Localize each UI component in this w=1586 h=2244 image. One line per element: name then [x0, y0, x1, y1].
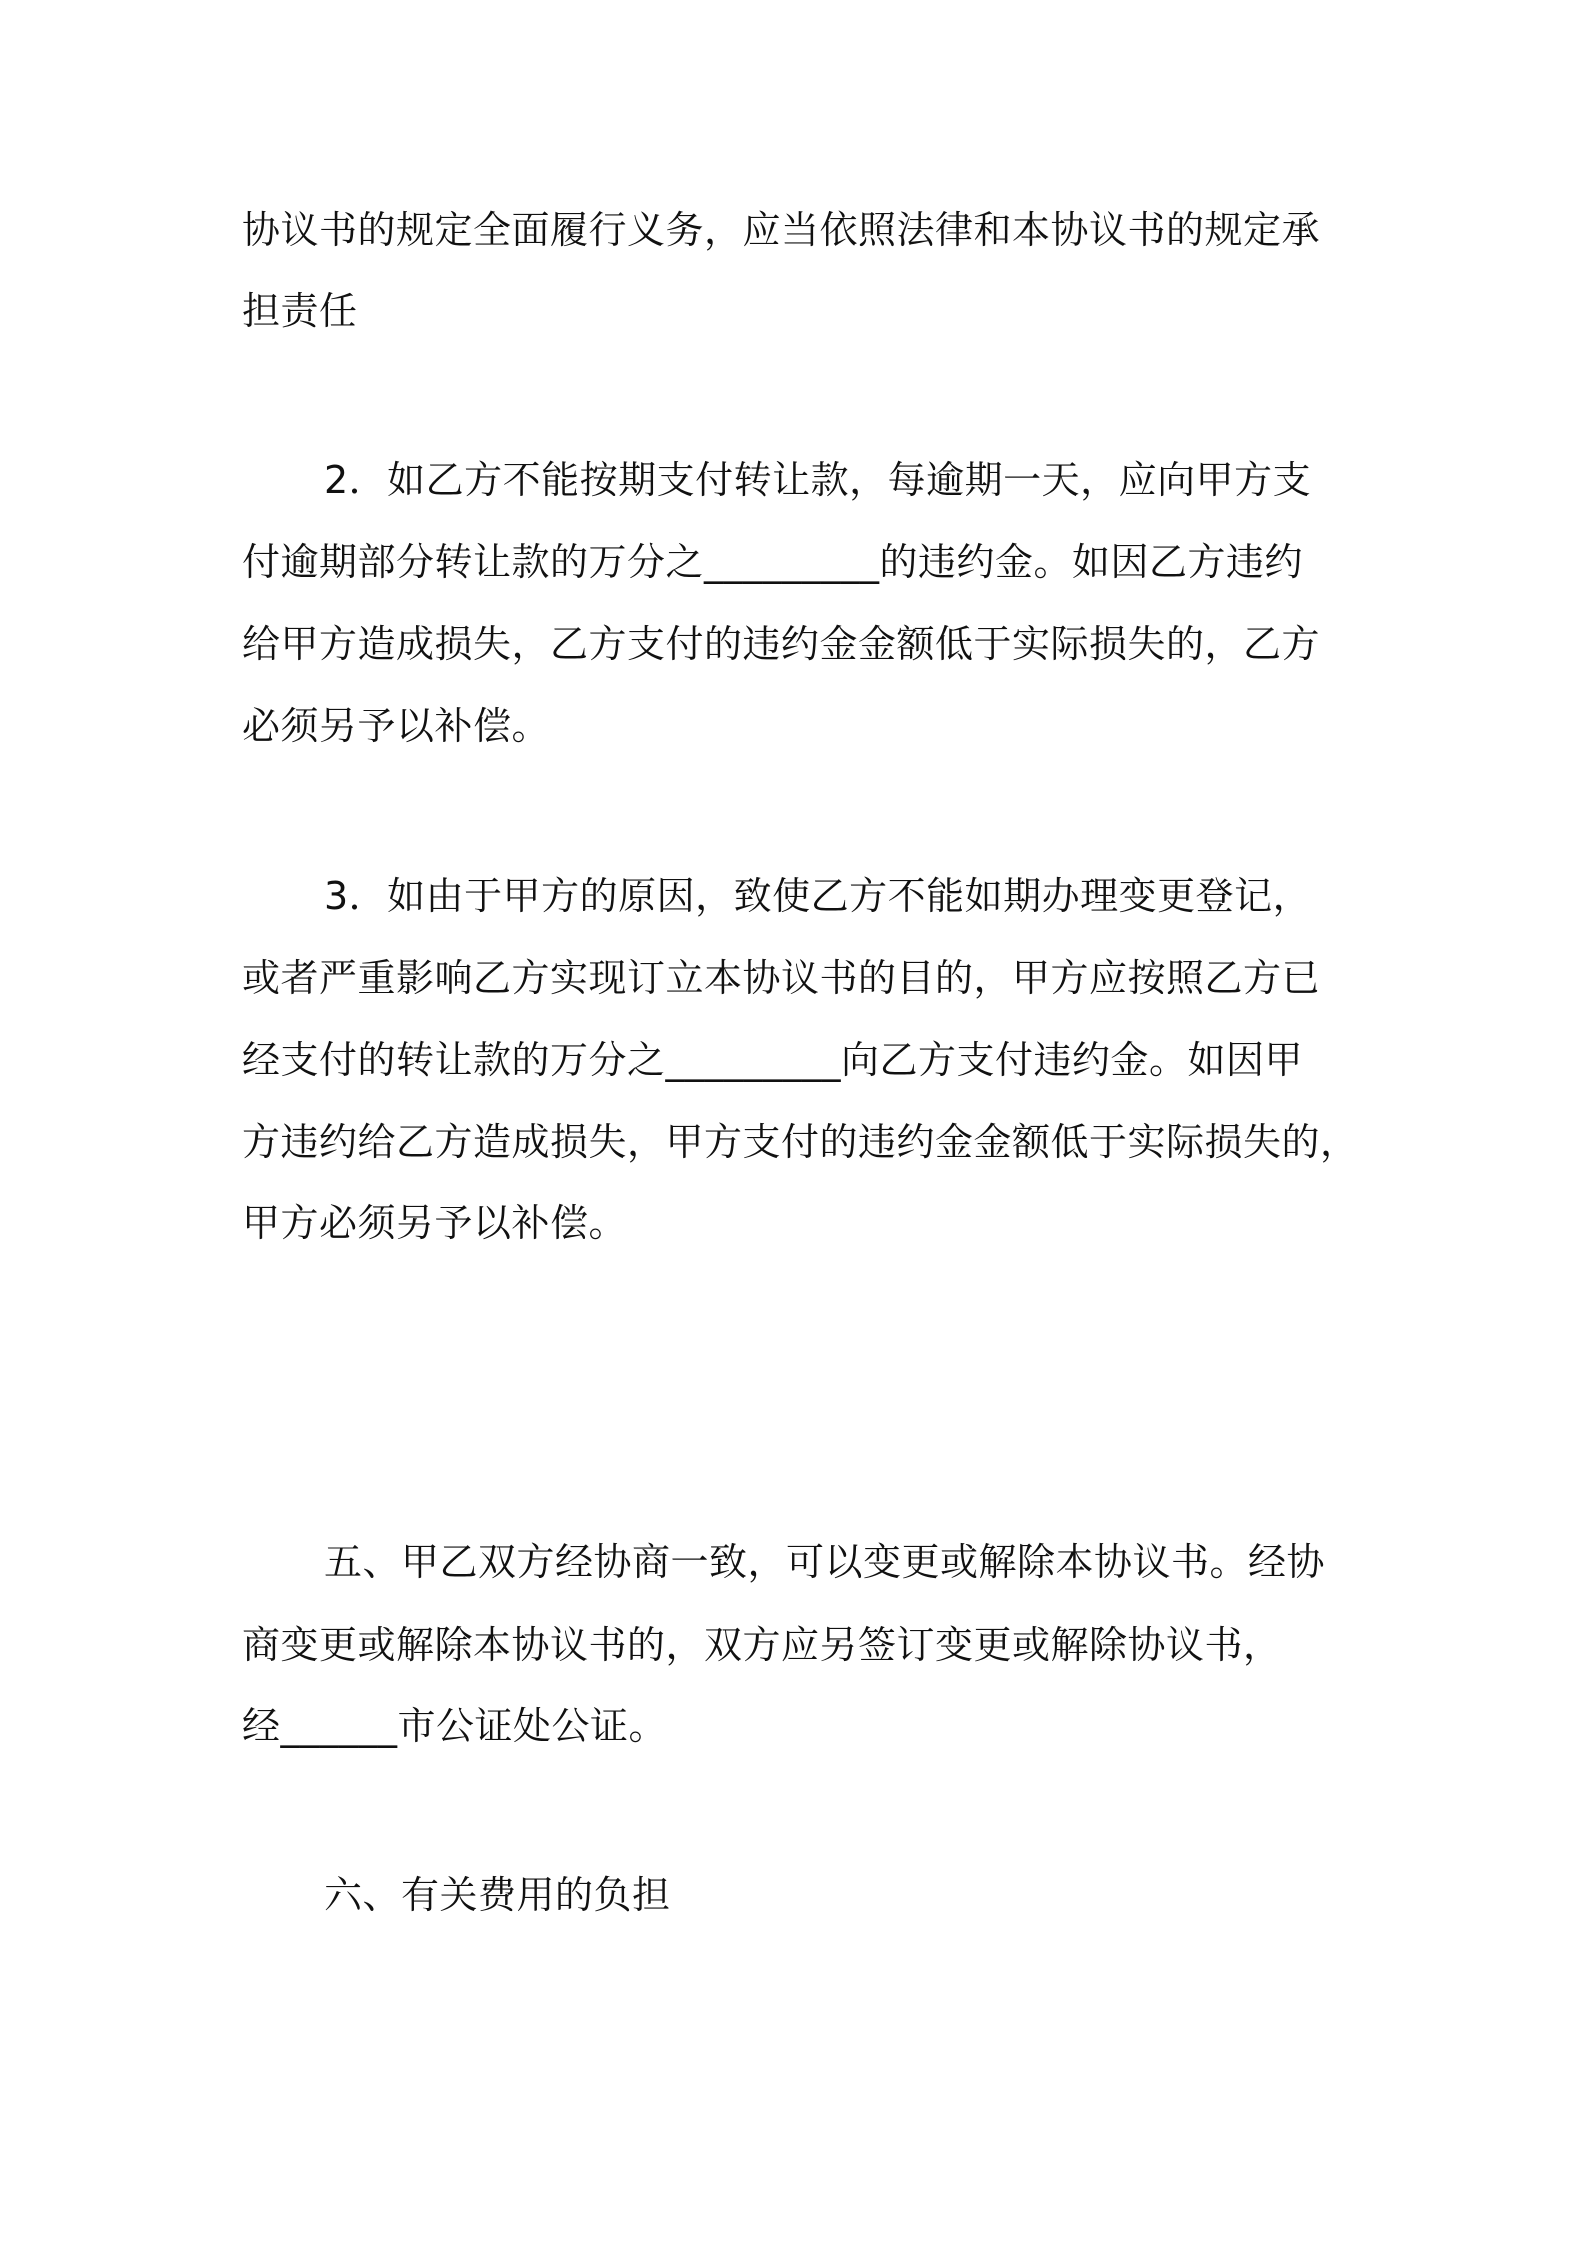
section-5-line-2: 商变更或解除本协议书的，双方应另签订变更或解除协议书， — [242, 1623, 1282, 1667]
paragraph-2-line-4: 必须另予以补偿。 — [242, 704, 551, 748]
paragraph-3-line-1: 3．如由于甲方的原因，致使乙方不能如期办理变更登记， — [324, 874, 1312, 918]
paragraph-3-line-3: 经支付的转让款的万分之_________向乙方支付违约金。如因甲 — [242, 1038, 1304, 1082]
paragraph-2-line-2: 付逾期部分转让款的万分之_________的违约金。如因乙方违约 — [242, 540, 1304, 584]
paragraph-3-line-5: 甲方必须另予以补偿。 — [242, 1201, 628, 1245]
section-5-line-3: 经______市公证处公证。 — [242, 1704, 668, 1748]
paragraph-1-line-1: 协议书的规定全面履行义务，应当依照法律和本协议书的规定承 — [242, 208, 1321, 252]
paragraph-1-line-2: 担责任 — [242, 289, 358, 333]
paragraph-2-line-1: 2．如乙方不能按期支付转让款，每逾期一天，应向甲方支 — [324, 458, 1312, 502]
section-6-heading: 六、有关费用的负担 — [324, 1873, 671, 1917]
paragraph-2-line-3: 给甲方造成损失，乙方支付的违约金金额低于实际损失的，乙方 — [242, 622, 1321, 666]
section-5-line-1: 五、甲乙双方经协商一致，可以变更或解除本协议书。经协 — [324, 1540, 1326, 1584]
paragraph-3-line-2: 或者严重影响乙方实现订立本协议书的目的，甲方应按照乙方已 — [242, 956, 1321, 1000]
paragraph-3-line-4: 方违约给乙方造成损失，甲方支付的违约金金额低于实际损失的， — [242, 1120, 1359, 1164]
